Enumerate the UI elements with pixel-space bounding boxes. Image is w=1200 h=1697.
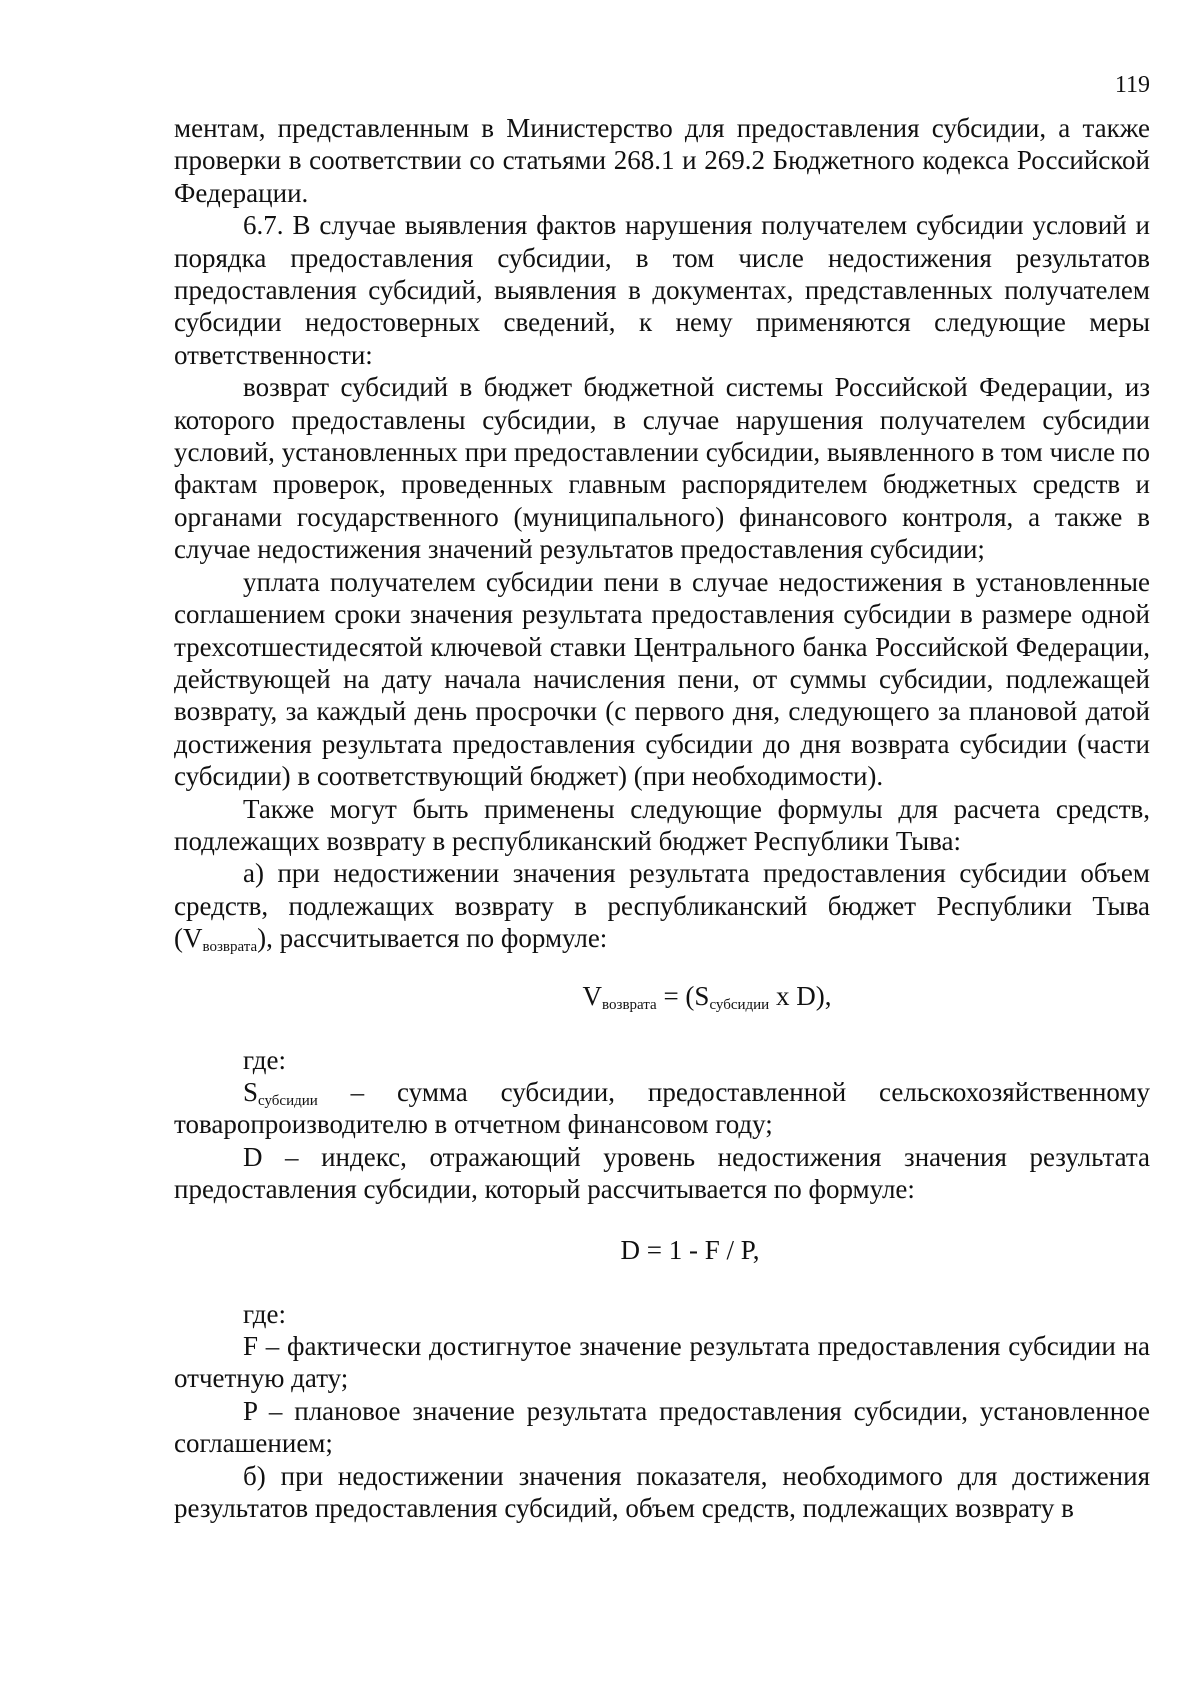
- paragraph-item-b: б) при недостижении значения показателя, необходимого для достижения результатов предоставления субсидий, объем средств, подлежащих возврату в: [174, 1460, 1150, 1524]
- paragraph-item-a: [174, 857, 1150, 954]
- formula-1-lhs-subscript: возврата: [602, 996, 657, 1013]
- paragraph-continuation: ментам, представленным в Министерство для предоставления субсидии, а также проверки в соответствии со статьями 268.1 и 269.2 Бюджетного кодекса Российской Федерации.: [174, 113, 1150, 208]
- paragraph-penalty: уплата получателем субсидии пени в случае недостижения в установленные соглашением сроки значения результата предоставления субсидии в размере одной трехсотшестидесятой ключевой ставки Центрального банка Российской Федерации, действующей на дату начала начисления пени, от суммы субсидии, подлежащей возврату, за каждый день просрочки (с первого дня, следующего за плановой датой достижения результата предоставления субсидии до дня возврата субсидии (части субсидии) в соответствующий бюджет) (при необходимости).: [174, 566, 1150, 792]
- paragraph-refund: возврат субсидий в бюджет бюджетной системы Российской Федерации, из которого предоставлены субсидии, в случае нарушения получателем субсидии условий, установленных при предоставлении субсидии, выявленного в том числе по фактам проверок, проведенных главным распорядителем бюджетных средств и органами государственного (муниципального) финансового контроля, а также в случае недостижения значений результатов предоставления субсидии;: [174, 372, 1150, 565]
- item-a-subscript: возврата: [202, 939, 258, 956]
- page-number: 119: [1114, 72, 1150, 98]
- paragraph-formulas-intro: Также могут быть применены следующие формулы для расчета средств, подлежащих возврату в республиканский бюджет Республики Тыва:: [174, 793, 1150, 856]
- item-a-text: а) при недостижении значения результата предоставления субсидии объем средств, подлежащих возврату в республиканский бюджет Республики Тыва (V: [174, 858, 1150, 954]
- definition-d-index: D – индекс, отражающий уровень недостижения значения результата предоставления субсидии, который рассчитывается по формуле:: [174, 1141, 1150, 1205]
- definition-s-symbol: S: [243, 1076, 259, 1107]
- formula-refund-volume: [174, 980, 1150, 1012]
- formula-d-index: D = 1 - F / P,: [620, 1234, 760, 1265]
- formula-1-mid: = (S: [656, 980, 710, 1011]
- formula-1-rhs: x D),: [769, 980, 832, 1011]
- where-label-2: где:: [243, 1298, 286, 1329]
- definition-f: F – фактически достигнутое значение результата предоставления субсидии на отчетную дату;: [174, 1331, 1150, 1394]
- formula-1-lhs: V: [582, 980, 603, 1011]
- definition-s-text: – сумма субсидии, предоставленной сельскохозяйственному товаропроизводителю в отчетном финансовом году;: [174, 1076, 1150, 1140]
- where-label-1: где:: [243, 1044, 286, 1075]
- item-a-tail: ), рассчитывается по формуле:: [257, 923, 608, 954]
- paragraph-6-7: 6.7. В случае выявления фактов нарушения получателем субсидии условий и порядка предоставления субсидии, в том числе недостижения результатов предоставления субсидий, выявления в документах, представленных получателем субсидии недостоверных сведений, к нему применяются следующие меры ответственности:: [174, 210, 1150, 370]
- formula-1-mid-subscript: субсидии: [709, 996, 770, 1013]
- definition-p: P – плановое значение результата предоставления субсидии, установленное соглашением;: [174, 1395, 1150, 1459]
- definition-s-subsidy: [174, 1076, 1150, 1141]
- definition-s-subscript: субсидии: [258, 1092, 318, 1109]
- document-body: [174, 112, 1150, 1524]
